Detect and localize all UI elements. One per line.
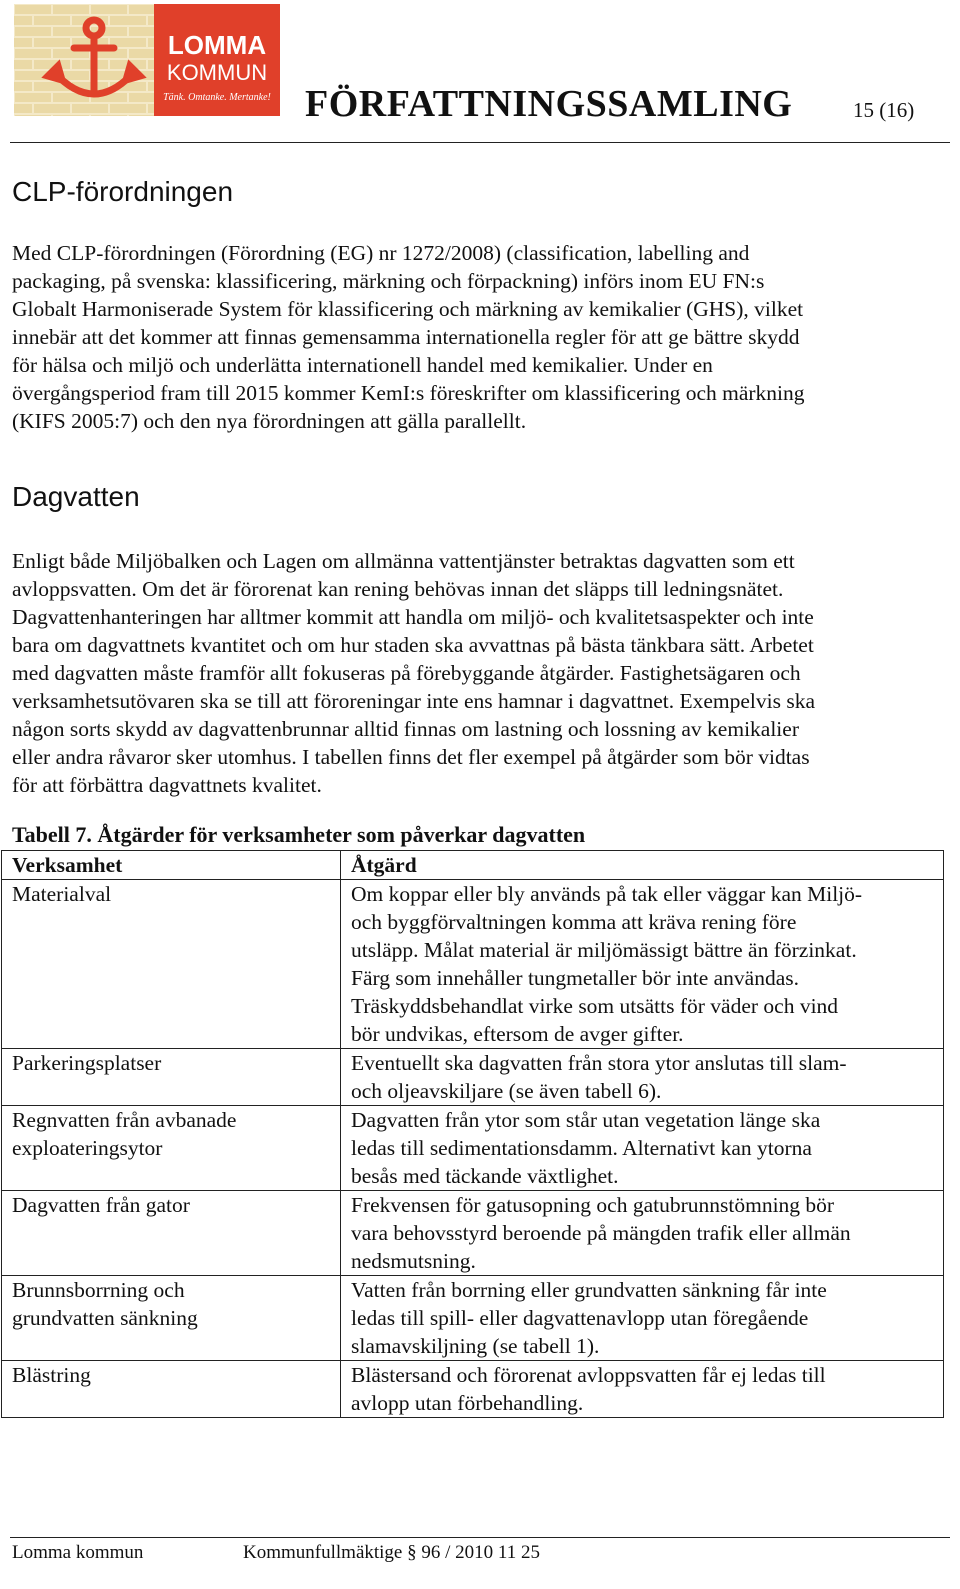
table-row [2, 1049, 944, 1106]
page-number: 15 (16) [853, 98, 915, 122]
section-body-clp: Med CLP-förordningen (Förordning (EG) nr 1272/2008) (classification, labelling and packaging, på svenska: klassificering, märkning och förpackning) införs inom EU FN:s Globalt Harmoniserade System för klassificering och märkning av kemikalier (GHS), vilket innebär att det kommer att finnas gemensamma internationella regler för att ge bättre skydd för hälsa och miljö och underlätta internationell handel med kemikalier. Under en övergångsperiod fram till 2015 kommer KemI:s föreskrifter om klassificering och märkning (KIFS 2005:7) och den nya förordningen att gälla parallellt. [12, 241, 805, 433]
activity-cell: Brunnsborrning och grundvatten sänkning [2, 1276, 341, 1361]
header-divider [10, 142, 950, 143]
svg-text:KOMMUN: KOMMUN [166, 60, 268, 85]
table-row [2, 1106, 944, 1191]
action-cell: Eventuellt ska dagvatten från stora ytor anslutas till slam- och oljeavskiljare (se även tabell 6). [341, 1049, 944, 1106]
action-cell: Om koppar eller bly används på tak eller väggar kan Miljö- och byggförvaltningen komma att kräva rening före utsläpp. Målat material är miljömässigt bättre än förzinkat. Färg som innehåller tungmetaller bör inte användas. Träskyddsbehandlat virke som utsätts för väder och vind bör undvikas, eftersom de avger gifter. [341, 880, 944, 1049]
table-row [2, 1276, 944, 1361]
column-header-activity: Verksamhet [2, 851, 341, 880]
svg-text:LOMMA: LOMMA [167, 30, 267, 60]
action-cell: Vatten från borrning eller grundvatten sänkning får inte ledas till spill- eller dagvattenavlopp utan föregående slamavskiljning (se tabell 1). [341, 1276, 944, 1361]
action-cell: Dagvatten från ytor som står utan vegetation länge ska ledas till sedimentationsdamm. Alternativt kan ytorna besås med täckande växtlighet. [341, 1106, 944, 1191]
activity-cell: Dagvatten från gator [2, 1191, 341, 1276]
section-body-dagvatten: Enligt både Miljöbalken och Lagen om allmänna vattentjänster betraktas dagvatten som ett avloppsvatten. Om det är förorenat kan rening behövas innan det släpps till ledningsnätet. Dagvattenhanteringen har alltmer kommit att handla om miljö- och kvalitetsaspekter och inte bara om dagvattnets kvantitet och om hur staden ska avvattnas på bästa tänkbara sätt. Arbetet med dagvatten måste framför allt fokuseras på förebyggande åtgärder. Fastighetsägaren och verksamhetsutövaren ska se till att föroreningar inte ens hamnar i dagvattnet. Exempelvis ska någon sorts skydd av dagvattenbrunnar alltid finnas om lastning och lossning av kemikalier eller andra råvaror sker utomhus. I tabellen finns det fler exempel på åtgärder som bör vidtas för att förbättra dagvattnets kvalitet. [12, 549, 816, 797]
action-cell: Frekvensen för gatusopning och gatubrunnstömning bör vara behovsstyrd beroende på mängden trafik eller allmän nedsmutsning. [341, 1191, 944, 1276]
footer-decision-reference: Kommunfullmäktige § 96 / 2010 11 25 [243, 1542, 540, 1563]
column-header-action: Åtgärd [341, 851, 944, 880]
activity-cell: Regnvatten från avbanade exploateringsytor [2, 1106, 341, 1191]
measures-table [1, 850, 944, 1418]
activity-cell: Materialval [2, 880, 341, 1049]
document-series-title: FÖRFATTNINGSSAMLING [305, 83, 793, 125]
table-header-row [2, 851, 944, 880]
footer-municipality: Lomma kommun [12, 1542, 144, 1563]
footer-divider [10, 1537, 950, 1538]
activity-cell: Blästring [2, 1361, 341, 1418]
activity-cell: Parkeringsplatser [2, 1049, 341, 1106]
svg-text:Tänk. Omtanke. Mertanke!: Tänk. Omtanke. Mertanke! [163, 92, 271, 103]
table-row [2, 880, 944, 1049]
action-cell: Blästersand och förorenat avloppsvatten får ej ledas till avlopp utan förbehandling. [341, 1361, 944, 1418]
lomma-kommun-logo [14, 4, 280, 116]
table-caption: Tabell 7. Åtgärder för verksamheter som påverkar dagvatten [12, 822, 586, 847]
section-heading-dagvatten: Dagvatten [12, 481, 140, 512]
section-heading-clp: CLP-förordningen [12, 176, 234, 207]
table-row [2, 1191, 944, 1276]
table-row [2, 1361, 944, 1418]
